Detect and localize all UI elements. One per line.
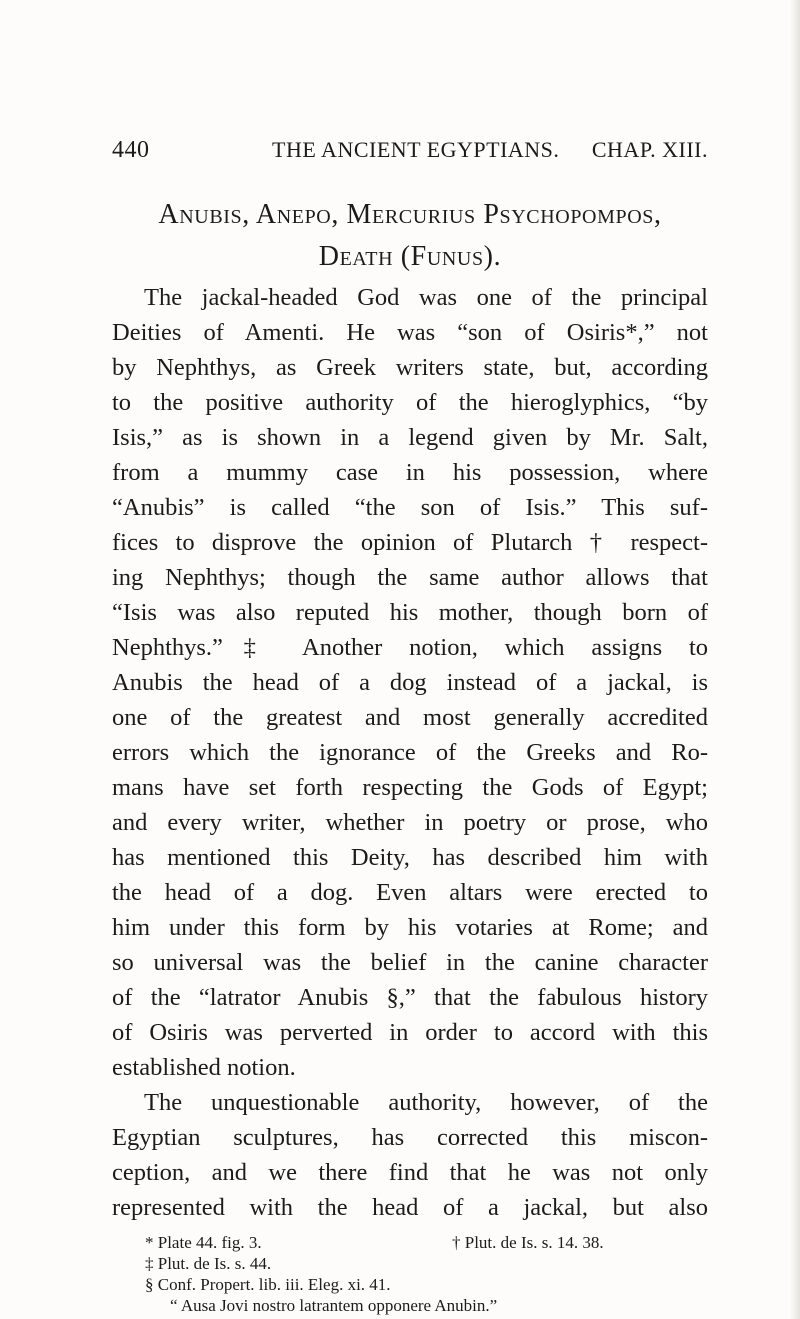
body-line: Anubis the head of a dog instead of a jackal, is (112, 669, 708, 696)
body-line: Isis,” as is shown in a legend given by Mr. Salt, (112, 424, 708, 451)
footnote-section: § Conf. Propert. lib. iii. Eleg. xi. 41. (145, 1275, 391, 1294)
body-line: mans have set forth respecting the Gods of Egypt; (112, 774, 708, 801)
body-line: Egyptian sculptures, has corrected this miscon- (112, 1124, 708, 1151)
body-line: him under this form by his votaries at Rome; and (112, 914, 708, 941)
footnote-star: * Plate 44. fig. 3. (145, 1233, 262, 1252)
body-line: represented with the head of a jackal, but also (112, 1194, 708, 1221)
body-line: “Anubis” is called “the son of Isis.” This suf- (112, 494, 708, 521)
body-line: has mentioned this Deity, has described him with (112, 844, 708, 871)
body-line: the head of a dog. Even altars were erected to (112, 879, 708, 906)
body-line: Deities of Amenti. He was “son of Osiris*,” not (112, 319, 708, 346)
section-heading-line-1: Anubis, Anepo, Mercurius Psychopompos, (158, 199, 662, 230)
body-line: and every writer, whether in poetry or prose, who (112, 809, 708, 836)
footnote-double-dagger: ‡ Plut. de Is. s. 44. (145, 1254, 272, 1273)
body-line: so universal was the belief in the canine character (112, 949, 708, 976)
body-line: one of the greatest and most generally accredited (112, 704, 708, 731)
body-line: to the positive authority of the hieroglyphics, “by (112, 389, 708, 416)
body-line: of the “latrator Anubis §,” that the fabulous history (112, 984, 708, 1011)
body-line: errors which the ignorance of the Greeks and Ro- (112, 739, 708, 766)
body-line: Nephthys.”‡ Another notion, which assigns to (112, 634, 708, 661)
footnote-dagger: † Plut. de Is. s. 14. 38. (452, 1233, 604, 1252)
footnote-quote: “ Ausa Jovi nostro latrantem opponere Anubin.” (170, 1296, 498, 1315)
body-line: fices to disprove the opinion of Plutarch † respect- (112, 529, 708, 556)
body-line: “Isis was also reputed his mother, though born of (112, 599, 708, 626)
page-number: 440 (112, 137, 150, 163)
body-line: of Osiris was perverted in order to accord with this (112, 1019, 708, 1046)
body-line: from a mummy case in his possession, where (112, 459, 708, 486)
body-line: The unquestionable authority, however, of the (144, 1089, 708, 1116)
body-line: The jackal-headed God was one of the principal (144, 284, 708, 311)
body-line: by Nephthys, as Greek writers state, but, according (112, 354, 708, 381)
chapter-label: CHAP. XIII. (591, 137, 708, 162)
body-line: ing Nephthys; though the same author allows that (112, 564, 708, 591)
section-heading-line-2: Death (Funus). (318, 241, 502, 272)
running-title: THE ANCIENT EGYPTIANS. (272, 137, 560, 162)
body-line: established notion. (112, 1054, 296, 1081)
page-edge-shading (790, 0, 800, 1319)
body-line: ception, and we there find that he was not only (112, 1159, 708, 1186)
